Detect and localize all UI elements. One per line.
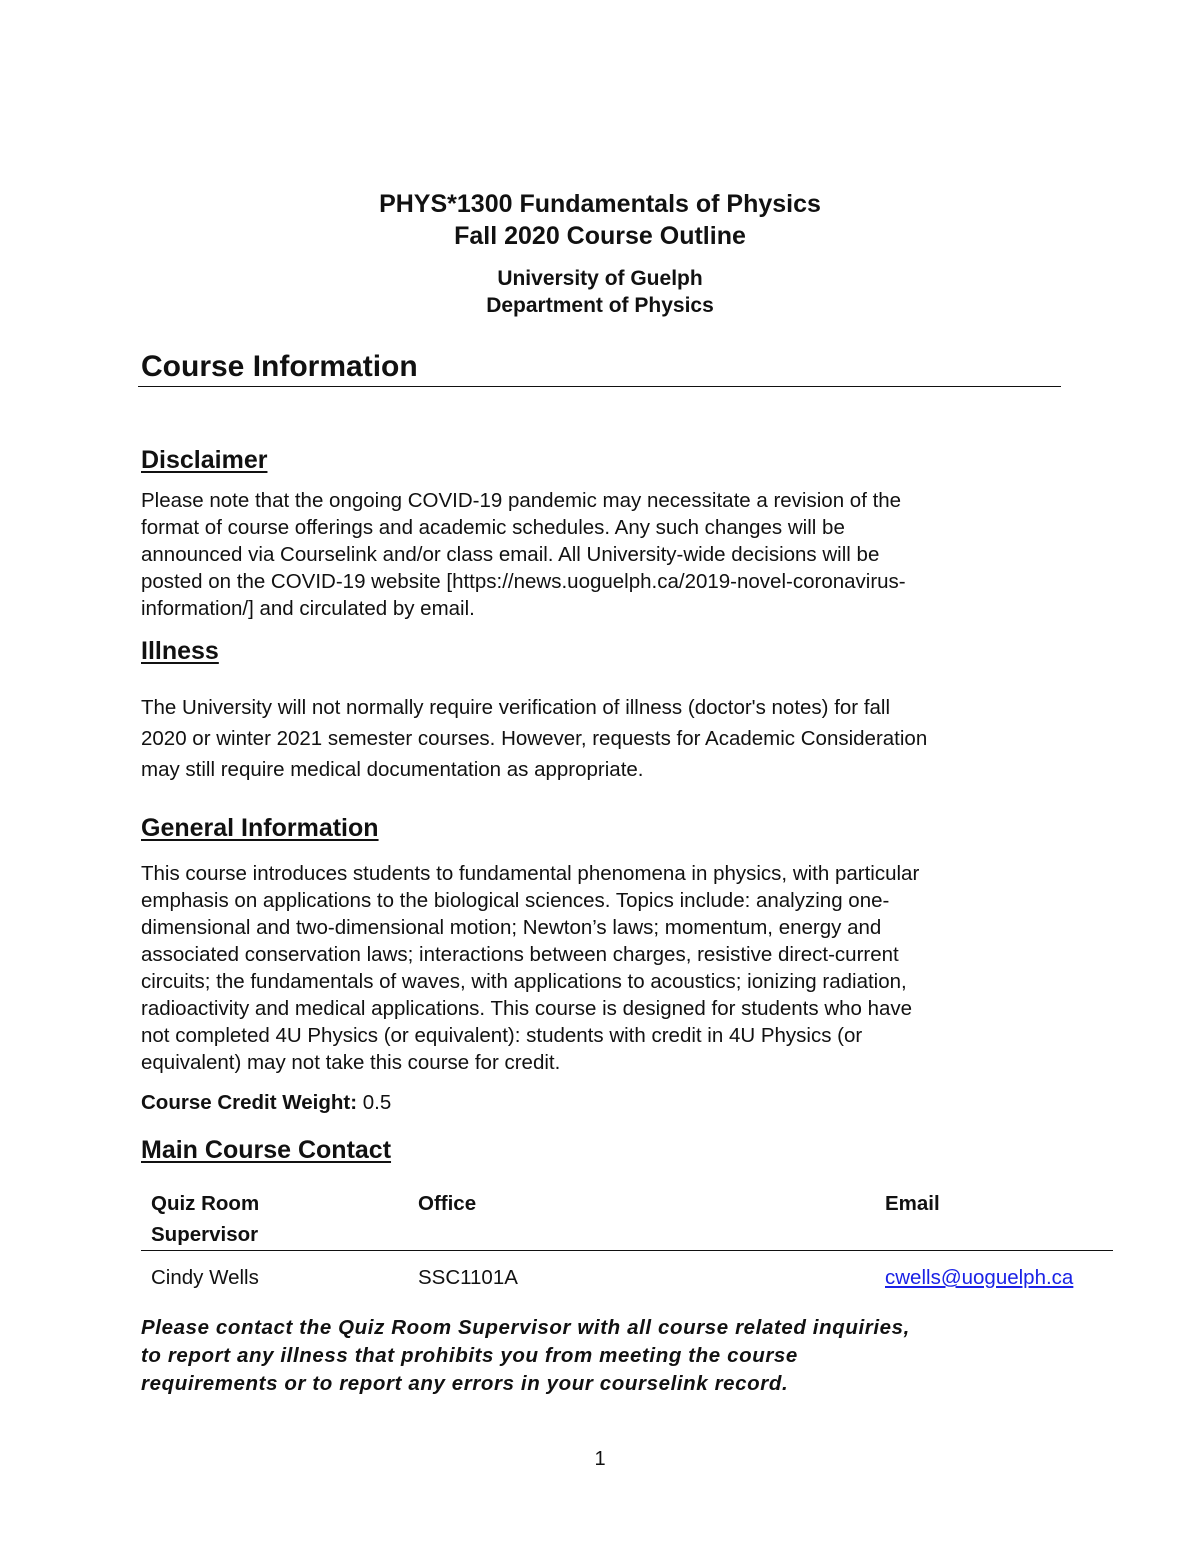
paragraph-line: 2020 or winter 2021 semester courses. However, requests for Academic Consideration <box>141 727 928 750</box>
section-heading-course-information: Course Information <box>141 350 418 383</box>
course-credit-weight <box>141 1089 391 1116</box>
notice-line: requirements or to report any errors in your courselink record. <box>141 1372 789 1395</box>
paragraph-line: Please note that the ongoing COVID-19 pandemic may necessitate a revision of the <box>141 489 902 512</box>
contact-name: Cindy Wells <box>151 1266 259 1289</box>
paragraph-line: circuits; the fundamentals of waves, with applications to acoustics; ionizing radiation, <box>141 970 907 993</box>
university-name: University of Guelph <box>497 267 703 290</box>
notice-line: to report any illness that prohibits you from meeting the course <box>141 1344 798 1367</box>
illness-paragraph <box>141 692 1056 785</box>
contact-office: SSC1101A <box>418 1266 518 1289</box>
table-header-divider <box>141 1250 1113 1251</box>
paragraph-line: This course introduces students to fundamental phenomena in physics, with particular <box>141 862 920 885</box>
general-information-paragraph <box>141 860 1056 1076</box>
heading-main-course-contact: Main Course Contact <box>141 1136 392 1164</box>
paragraph-line: posted on the COVID-19 website [https://news.uoguelph.ca/2019-novel-coronavirus- <box>141 570 906 593</box>
heading-illness: Illness <box>141 637 219 665</box>
notice-line: Please contact the Quiz Room Supervisor with all course related inquiries, <box>141 1316 910 1339</box>
paragraph-line: dimensional and two-dimensional motion; Newton’s laws; momentum, energy and <box>141 916 882 939</box>
document-header <box>0 188 1200 319</box>
contact-notice <box>141 1314 1071 1398</box>
paragraph-line: information/] and circulated by email. <box>141 597 475 620</box>
heading-general-information: General Information <box>141 814 379 842</box>
column-header-office: Office <box>418 1192 477 1215</box>
column-header-role-line: Quiz Room <box>151 1192 260 1215</box>
credit-label: Course Credit Weight: <box>141 1091 358 1114</box>
paragraph-line: may still require medical documentation as appropriate. <box>141 758 644 781</box>
section-divider <box>138 386 1061 387</box>
paragraph-line: emphasis on applications to the biological sciences. Topics include: analyzing one- <box>141 889 890 912</box>
paragraph-line: not completed 4U Physics (or equivalent): students with credit in 4U Physics (or <box>141 1024 863 1047</box>
contact-email-link[interactable]: cwells@uoguelph.ca <box>885 1266 1074 1289</box>
column-header-role-line: Supervisor <box>151 1223 259 1246</box>
column-header-email: Email <box>885 1192 940 1215</box>
heading-disclaimer: Disclaimer <box>141 446 268 474</box>
term-title: Fall 2020 Course Outline <box>454 222 746 250</box>
paragraph-line: equivalent) may not take this course for credit. <box>141 1051 561 1074</box>
paragraph-line: format of course offerings and academic schedules. Any such changes will be <box>141 516 845 539</box>
page-number: 1 <box>594 1448 606 1470</box>
department-name: Department of Physics <box>486 294 714 317</box>
paragraph-line: announced via Courselink and/or class email. All University-wide decisions will be <box>141 543 880 566</box>
column-header-role <box>151 1188 259 1250</box>
credit-value: 0.5 <box>357 1091 392 1114</box>
paragraph-line: associated conservation laws; interactions between charges, resistive direct-current <box>141 943 899 966</box>
disclaimer-paragraph <box>141 487 1056 622</box>
paragraph-line: The University will not normally require verification of illness (doctor's notes) for fall <box>141 696 891 719</box>
paragraph-line: radioactivity and medical applications. This course is designed for students who have <box>141 997 913 1020</box>
course-title: PHYS*1300 Fundamentals of Physics <box>379 190 821 218</box>
